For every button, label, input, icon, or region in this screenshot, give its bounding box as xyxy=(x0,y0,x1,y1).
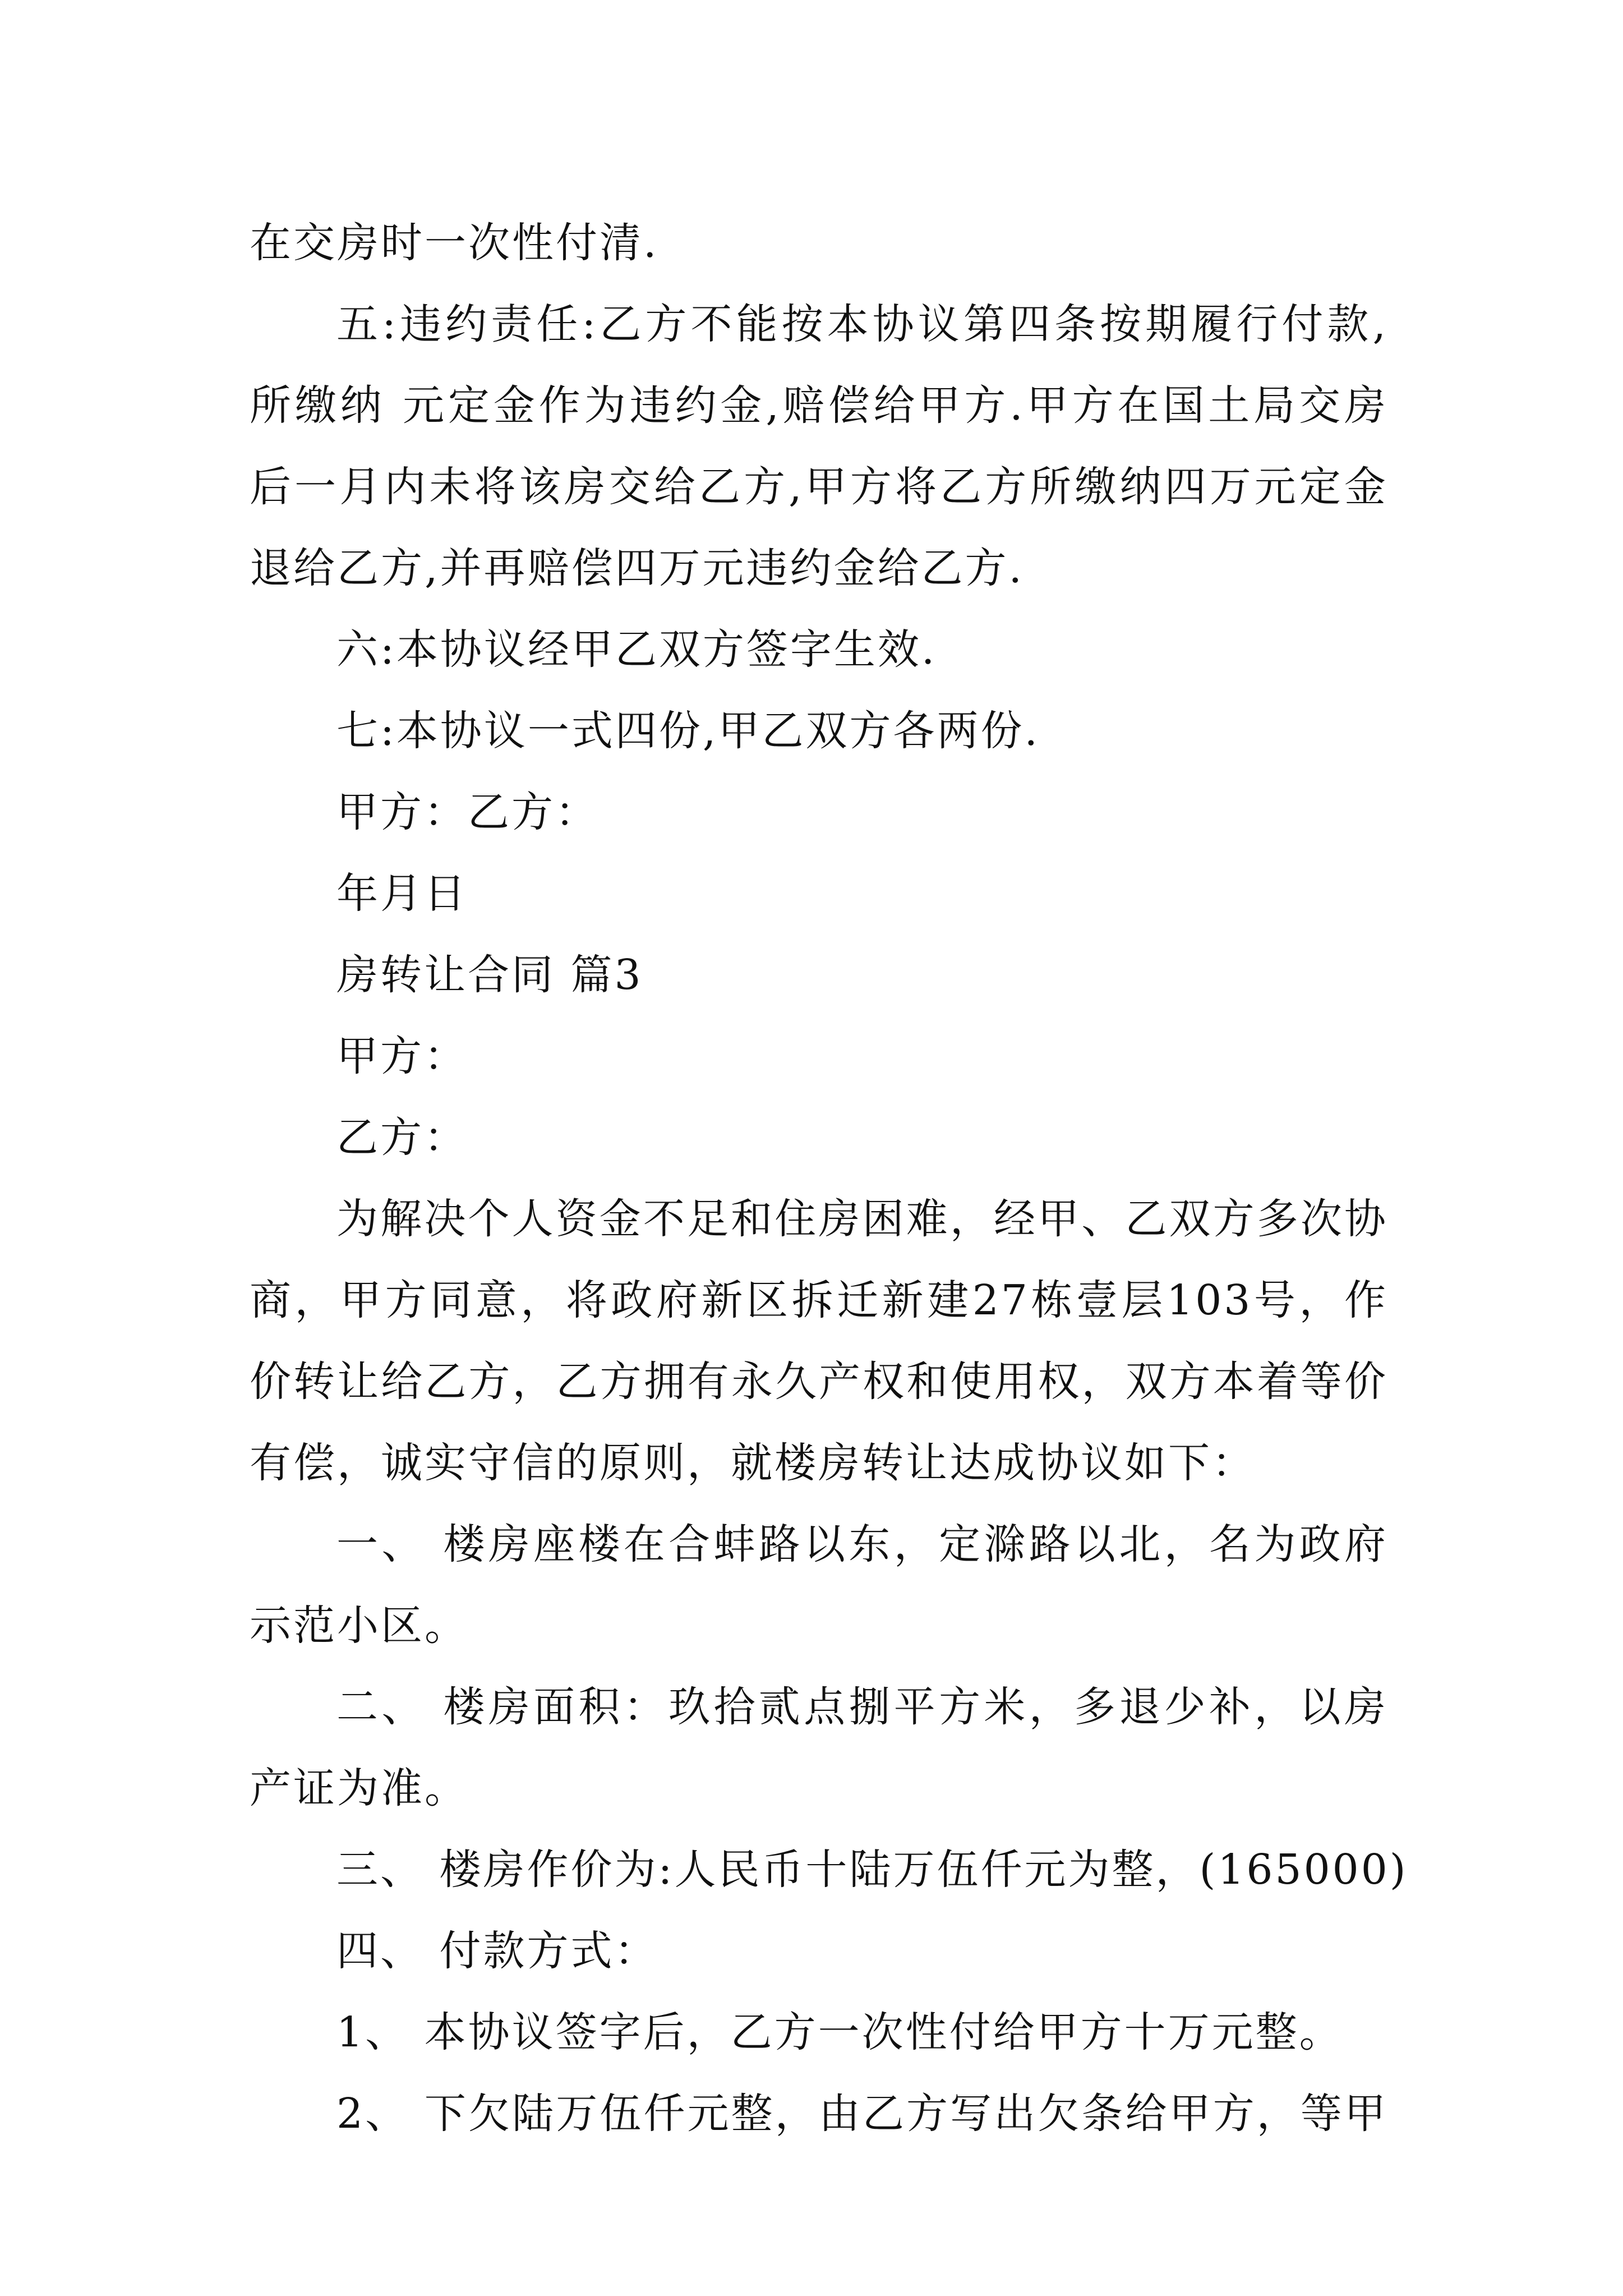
text-line: 年月日 xyxy=(336,869,468,918)
text-line: 三、 楼房作价为:人民币十陆万伍仟元为整，(165000) xyxy=(336,1846,1408,1894)
text-line: 有偿，诚实守信的原则，就楼房转让达成协议如下： xyxy=(250,1439,1256,1487)
text-line: 房转让合同 篇3 xyxy=(336,951,643,999)
text-line: 四、 付款方式： xyxy=(336,1927,658,1975)
text-line: 甲方： xyxy=(336,1032,468,1080)
text-line: 产证为准。 xyxy=(250,1764,468,1812)
text-line: 退给乙方,并再赔偿四万元违约金给乙方. xyxy=(250,544,1025,592)
text-line: 七:本协议一式四份,甲乙双方各两份. xyxy=(336,707,1040,755)
text-line: 六:本协议经甲乙双方签字生效. xyxy=(336,625,937,674)
text-line: 2、 下欠陆万伍仟元整，由乙方写出欠条给甲方，等甲 xyxy=(336,2090,1388,2138)
text-line: 在交房时一次性付清. xyxy=(250,219,659,267)
text-line: 价转让给乙方，乙方拥有永久产权和使用权，双方本着等价 xyxy=(250,1358,1388,1406)
text-line: 乙方： xyxy=(336,1114,468,1162)
text-line: 一、 楼房座楼在合蚌路以东，定滁路以北，名为政府 xyxy=(336,1520,1388,1568)
text-line: 甲方：乙方： xyxy=(336,788,599,836)
text-line: 所缴纳 元定金作为违约金,赔偿给甲方.甲方在国土局交房 xyxy=(250,381,1388,430)
text-line: 示范小区。 xyxy=(250,1602,468,1650)
text-line: 为解决个人资金不足和住房困难，经甲、乙双方多次协 xyxy=(336,1195,1388,1243)
text-line: 1、 本协议签字后，乙方一次性付给甲方十万元整。 xyxy=(336,2008,1343,2056)
text-line: 五:违约责任:乙方不能按本协议第四条按期履行付款, xyxy=(336,300,1388,348)
text-line: 商，甲方同意，将政府新区拆迁新建27栋壹层103号，作 xyxy=(250,1276,1388,1324)
text-line: 后一月内未将该房交给乙方,甲方将乙方所缴纳四万元定金 xyxy=(250,463,1388,511)
text-line: 二、 楼房面积：玖拾贰点捌平方米，多退少补，以房 xyxy=(336,1683,1388,1731)
